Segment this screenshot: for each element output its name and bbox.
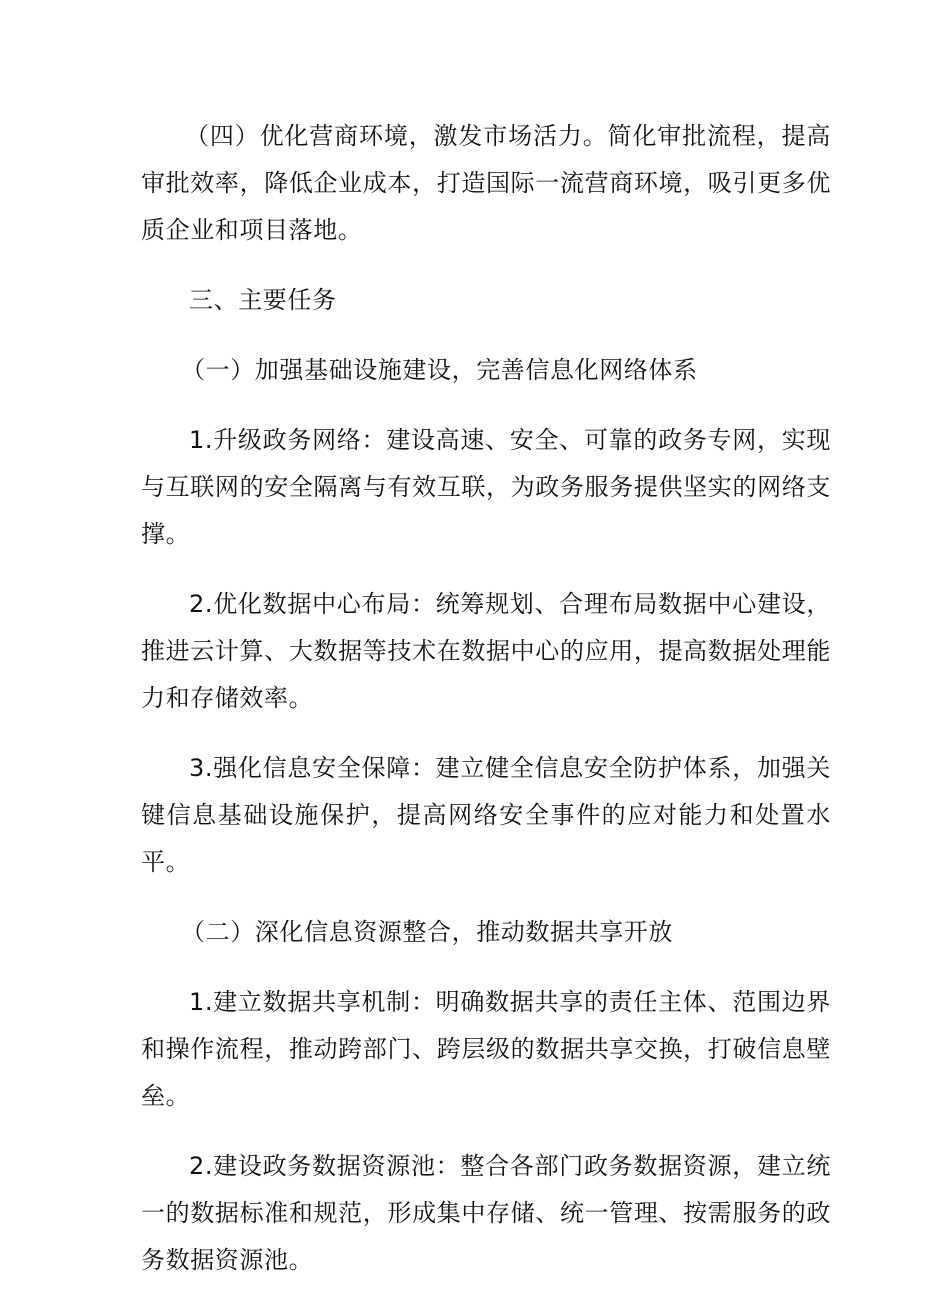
- subsection-heading-infrastructure: （一）加强基础设施建设，完善信息化网络体系: [181, 356, 698, 384]
- subsection-heading-resource-integration: （二）深化信息资源整合，推动数据共享开放: [181, 918, 673, 946]
- paragraph-optimize-business-environment: （四）优化营商环境，激发市场活力。简化审批流程，提高审批效率，降低企业成本，打造国际一流营商环境，吸引更多优质企业和项目落地。: [141, 122, 831, 244]
- paragraph-data-sharing-mechanism: 1.建立数据共享机制：明确数据共享的责任主体、范围边界和操作流程，推动跨部门、跨层级的数据共享交换，打破信息壁垒。: [141, 988, 831, 1110]
- paragraph-data-resource-pool: 2.建设政务数据资源池：整合各部门政务数据资源，建立统一的数据标准和规范，形成集中存储、统一管理、按需服务的政务数据资源池。: [141, 1152, 831, 1274]
- paragraph-security-assurance: 3.强化信息安全保障：建立健全信息安全防护体系，加强关键信息基础设施保护，提高网络安全事件的应对能力和处置水平。: [141, 754, 831, 876]
- document-body: [141, 113, 831, 1307]
- paragraph-upgrade-network: 1.升级政务网络：建设高速、安全、可靠的政务专网，实现与互联网的安全隔离与有效互联，为政务服务提供坚实的网络支撑。: [141, 426, 831, 548]
- paragraph-optimize-data-center: 2.优化数据中心布局：统筹规划、合理布局数据中心建设，推进云计算、大数据等技术在数据中心的应用，提高数据处理能力和存储效率。: [141, 590, 831, 712]
- section-heading-main-tasks: 三、主要任务: [189, 286, 337, 314]
